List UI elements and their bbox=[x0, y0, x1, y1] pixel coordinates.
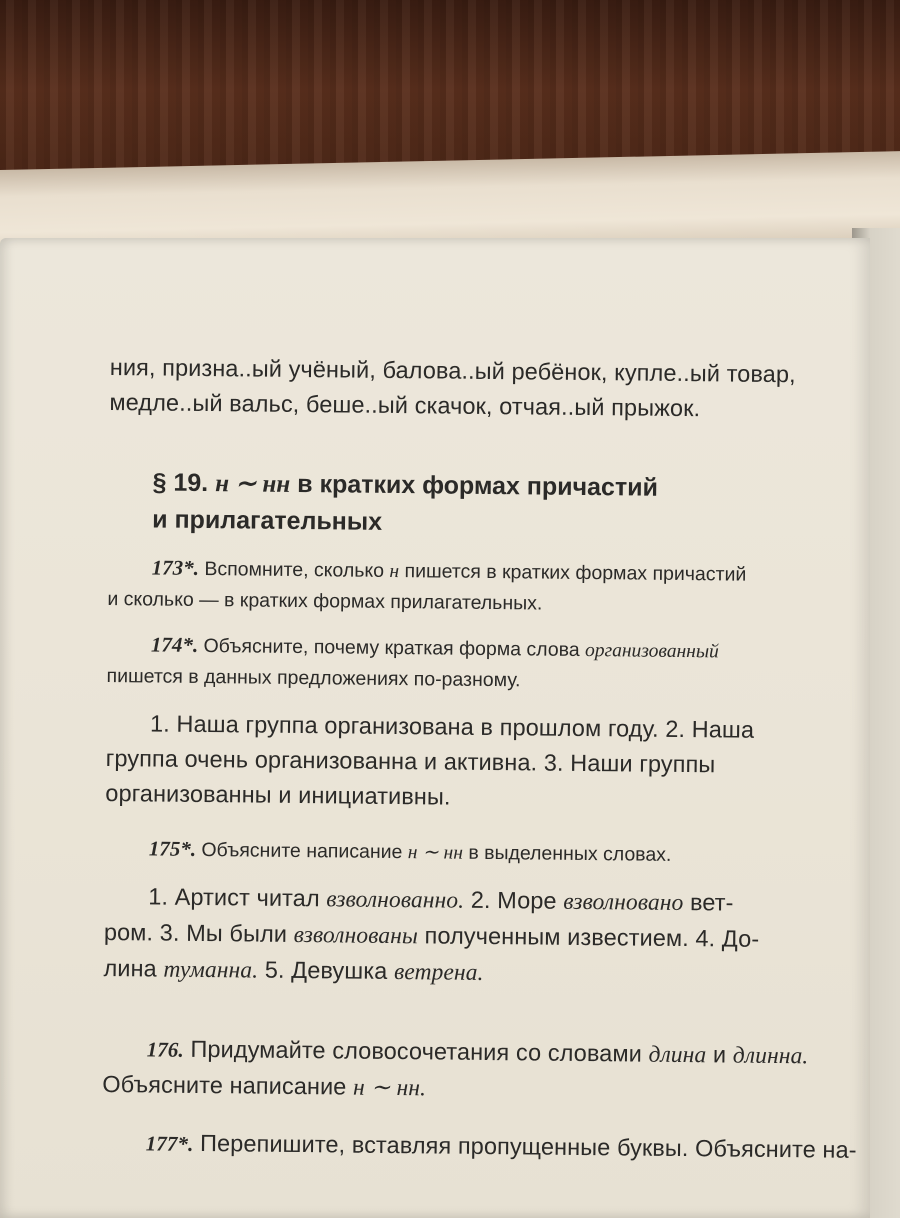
ex174-sentence-1: 1. Наша группа организована в прошлом году. 2. Наша bbox=[149, 710, 755, 743]
ex176-italic-d: длинна. bbox=[732, 1042, 809, 1070]
ex175-l2c: полученным известием. 4. До- bbox=[424, 922, 760, 952]
ex176-line2a: Объясните написание bbox=[102, 1070, 347, 1100]
ex176-line2 bbox=[102, 1067, 792, 1110]
page-text bbox=[102, 350, 857, 1168]
exercise-number: 176. bbox=[146, 1037, 184, 1062]
ex173-text-a: Вспомните, сколько bbox=[204, 558, 385, 582]
ex175-l2b: взволнованы bbox=[293, 921, 419, 950]
ex173-italic: н bbox=[389, 560, 400, 583]
ex173-line2: и сколько — в кратких формах прилагательных. bbox=[107, 587, 543, 615]
exercise-number: 174*. bbox=[150, 632, 199, 657]
ex175-l3c: 5. Девушка bbox=[264, 956, 388, 984]
ex176-text-a: Придумайте словосочетания со словами bbox=[190, 1035, 643, 1067]
exercise-number: 173*. bbox=[151, 555, 200, 580]
ex175-l1a: 1. Артист читал bbox=[148, 883, 320, 912]
ex177-text-a: Перепишите, вставляя пропущенные буквы. Объясните на- bbox=[199, 1129, 857, 1163]
ex175-l3a: лина bbox=[103, 954, 157, 982]
ex174-sentence-2: группа очень организованна и активна. 3. Наши группы bbox=[105, 744, 716, 778]
section-title-rest: в кратких формах причастий bbox=[297, 469, 659, 502]
intro-line-2: медле..ый вальс, беше..ый скачок, отчая..ый прыжок. bbox=[109, 388, 701, 422]
ex174-text-a: Объясните, почему краткая форма слова bbox=[203, 634, 580, 661]
ex176-text-c: и bbox=[712, 1041, 727, 1068]
ex175-l1c: 2. Море bbox=[470, 886, 557, 914]
section-heading-line2: и прилагательных bbox=[152, 505, 383, 536]
ex175-line-3 bbox=[103, 951, 793, 994]
ex174-italic: организованный bbox=[584, 639, 719, 663]
ex174-line2: пишется в данных предложениях по-разному. bbox=[106, 664, 521, 692]
exercise-number: 175*. bbox=[148, 836, 197, 861]
ex175-italic: н ∼ нн bbox=[407, 842, 464, 864]
section-marker: § 19. bbox=[152, 468, 209, 498]
ex175-text-a: Объясните написание bbox=[201, 838, 403, 864]
exercise-number: 177*. bbox=[145, 1131, 194, 1156]
ex175-l1d: взволновано bbox=[563, 888, 684, 917]
ex175-l2a: ром. 3. Мы были bbox=[103, 918, 288, 947]
ex175-l1b: взволнованно. bbox=[326, 886, 465, 914]
intro-line-1: ния, призна..ый учёный, балова..ый ребёнок, купле..ый товар, bbox=[109, 353, 796, 388]
ex174-sentence-3: организованны и инициативны. bbox=[105, 779, 451, 810]
ex175-l3d: ветрена. bbox=[393, 959, 484, 986]
ex175-text-c: в выделенных словах. bbox=[468, 841, 672, 866]
section-title-italic: н ∼ нн bbox=[215, 470, 291, 498]
ex175-l1e: вет- bbox=[689, 889, 734, 916]
ex176-line2b: н ∼ нн. bbox=[352, 1074, 427, 1102]
exercise-177 bbox=[102, 1125, 857, 1168]
ex175-l3b: туманна. bbox=[163, 956, 259, 984]
ex176-italic-b: длина bbox=[648, 1041, 707, 1069]
ex173-text-c: пишется в кратких формах причастий bbox=[404, 560, 747, 586]
